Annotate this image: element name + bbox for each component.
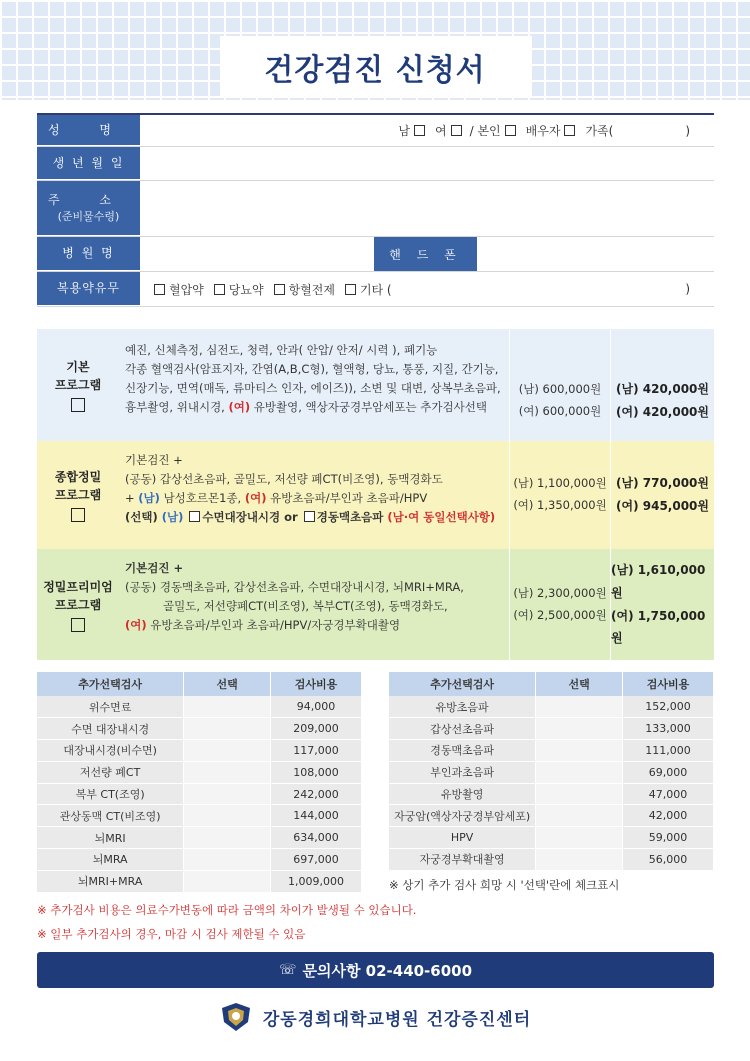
comprehensive-program-desc: 기본검진 + (공동) 갑상선초음파, 골밀도, 저선량 폐CT(비조영), 동맥경화도 + (남) 남성호르몬1종, (여) 유방초음파/부인과 초음파/HPV (선택) (남) 수면대장내시경 or 경동맥초음파 (남·여 동일선택사항)	[125, 453, 496, 524]
diabetes-med-checkbox[interactable]	[214, 284, 225, 295]
comprehensive-program-checkbox[interactable]	[71, 508, 85, 522]
select-cell[interactable]	[184, 870, 271, 892]
spouse-checkbox[interactable]	[564, 125, 575, 136]
select-cell[interactable]	[184, 827, 271, 849]
table-row	[389, 761, 714, 783]
col-select: 선택	[536, 672, 623, 696]
select-cell[interactable]	[536, 696, 623, 718]
exam-name: 자궁경부확대촬영	[389, 849, 536, 871]
basic-program-checkbox[interactable]	[71, 398, 85, 412]
hospital-row	[37, 237, 714, 272]
select-cell[interactable]	[184, 740, 271, 762]
select-cell[interactable]	[536, 783, 623, 805]
col-cost: 검사비용	[623, 672, 714, 696]
select-cell[interactable]	[184, 783, 271, 805]
cost-change-note: ※ 추가검사 비용은 의료수가변동에 따라 금액의 차이가 발생될 수 있습니다.	[37, 903, 417, 917]
female-checkbox[interactable]	[451, 125, 462, 136]
table-row	[37, 870, 362, 892]
address-label: 주 소 (준비물수령)	[37, 181, 140, 236]
exam-name: 뇌MRI	[37, 827, 184, 849]
col-exam: 추가선택검사	[37, 672, 184, 696]
exam-cost: 209,000	[271, 718, 362, 740]
exam-cost: 1,009,000	[271, 870, 362, 892]
phone-icon: ☏	[278, 962, 297, 978]
exam-name: 뇌MRI+MRA	[37, 870, 184, 892]
exam-name: 저선량 폐CT	[37, 761, 184, 783]
col-cost: 검사비용	[271, 672, 362, 696]
antithrombotic-label: 항혈전제	[288, 282, 335, 297]
name-row	[37, 115, 714, 147]
premium-program-desc: 기본검진 + (공동) 경동맥초음파, 갑상선초음파, 수면대장내시경, 뇌MRI+MRA, 골밀도, 저선량폐CT(비조영), 복부CT(조영), 동맥경화도, (여) 유방초음파/부인과 초음파/HPV/자궁경부확대촬영	[125, 561, 464, 632]
hospital-name: 강동경희대학교병원 건강증진센터	[262, 1009, 532, 1030]
col-exam: 추가선택검사	[389, 672, 536, 696]
exam-cost: 42,000	[623, 805, 714, 827]
table-row	[37, 849, 362, 871]
table-row	[389, 849, 714, 871]
spouse-label: 배우자	[525, 124, 561, 138]
select-cell[interactable]	[184, 805, 271, 827]
premium-program-row	[37, 549, 714, 660]
exam-cost: 634,000	[271, 827, 362, 849]
exam-name: HPV	[389, 827, 536, 849]
male-label: 남	[398, 124, 411, 138]
exam-cost: 94,000	[271, 696, 362, 718]
footer	[0, 1000, 750, 1034]
table-row	[37, 696, 362, 718]
comprehensive-discount: (남) 770,000원 (여) 945,000원	[610, 441, 714, 549]
address-sublabel: (준비물수령)	[57, 209, 120, 223]
exam-cost: 152,000	[623, 696, 714, 718]
program-table	[37, 329, 714, 660]
extra-exam-table-left	[37, 672, 362, 893]
select-cell[interactable]	[536, 740, 623, 762]
address-field[interactable]	[140, 181, 714, 236]
basic-program-name: 기본 프로그램	[37, 329, 119, 441]
page-title: 건강검진 신청서	[264, 53, 486, 88]
check-note: ※ 상기 추가 검사 희망 시 '선택'란에 체크표시	[389, 878, 620, 892]
phone-label: 핸 드 폰	[374, 237, 477, 271]
exam-name: 자궁암(액상자궁경부암세포)	[389, 805, 536, 827]
family-label: 가족(	[585, 124, 614, 138]
bp-med-checkbox[interactable]	[154, 284, 165, 295]
exam-cost: 69,000	[623, 761, 714, 783]
premium-program-checkbox[interactable]	[71, 618, 85, 632]
table-row	[389, 696, 714, 718]
exam-name: 갑상선초음파	[389, 718, 536, 740]
premium-discount: (남) 1,610,000원 (여) 1,750,000원	[610, 549, 714, 660]
exam-cost: 56,000	[623, 849, 714, 871]
birth-field[interactable]	[140, 147, 714, 180]
table-row	[389, 783, 714, 805]
basic-price: (남) 600,000원 (여) 600,000원	[509, 329, 610, 441]
carotid-choice-checkbox[interactable]	[304, 511, 315, 522]
medication-row	[37, 272, 714, 307]
exam-cost: 108,000	[271, 761, 362, 783]
select-cell[interactable]	[184, 696, 271, 718]
premium-program-name: 정밀프리미엄 프로그램	[37, 549, 119, 660]
exam-cost: 697,000	[271, 849, 362, 871]
hospital-emblem-icon	[219, 1000, 253, 1034]
table-row	[389, 740, 714, 762]
contact-text: 문의사항 02-440-6000	[302, 961, 473, 980]
address-row	[37, 181, 714, 237]
bp-med-label: 혈압약	[169, 282, 204, 297]
extra-exam-table-right	[389, 672, 714, 871]
basic-program-desc: 예진, 신체측정, 심전도, 청력, 안과( 안압/ 안저/ 시력 ), 폐기능 각종 혈액검사(암표지자, 간염(A,B,C형), 혈액형, 당뇨, 통풍, 지질, 간기능, 신장기능, 면역(매독, 류마티스 인자, 에이즈)), 소변 및 대변, 상복부초음파, 흉부촬영, 위내시경, (여) 유방촬영, 액상자궁경부암세포는 추가검사선택	[125, 343, 501, 414]
name-value[interactable]	[140, 115, 714, 146]
exam-name: 위수면료	[37, 696, 184, 718]
other-med-close: )	[685, 282, 690, 296]
table-row	[389, 718, 714, 740]
table-row	[37, 761, 362, 783]
table-row	[389, 827, 714, 849]
male-checkbox[interactable]	[414, 125, 425, 136]
birth-row	[37, 147, 714, 181]
exam-name: 대장내시경(비수면)	[37, 740, 184, 762]
table-row	[389, 805, 714, 827]
contact-bar	[37, 952, 714, 988]
applicant-form	[37, 113, 714, 307]
premium-price: (남) 2,300,000원 (여) 2,500,000원	[509, 549, 610, 660]
other-med-checkbox[interactable]	[345, 284, 356, 295]
table-row	[37, 740, 362, 762]
col-select: 선택	[184, 672, 271, 696]
select-cell[interactable]	[184, 761, 271, 783]
exam-cost: 117,000	[271, 740, 362, 762]
select-cell[interactable]	[184, 718, 271, 740]
table-row	[37, 827, 362, 849]
self-checkbox[interactable]	[505, 125, 516, 136]
exam-cost: 111,000	[623, 740, 714, 762]
self-label: / 본인	[469, 124, 501, 138]
exam-name: 부인과초음파	[389, 761, 536, 783]
antithrombotic-checkbox[interactable]	[274, 284, 285, 295]
hospital-field[interactable]	[140, 237, 374, 271]
exam-cost: 133,000	[623, 718, 714, 740]
name-label: 성 명	[37, 115, 140, 146]
exam-name: 뇌MRA	[37, 849, 184, 871]
select-cell[interactable]	[184, 849, 271, 871]
family-close: )	[685, 123, 690, 138]
table-row	[37, 783, 362, 805]
colonoscopy-choice-checkbox[interactable]	[189, 511, 200, 522]
select-cell[interactable]	[536, 849, 623, 871]
limit-note: ※ 일부 추가검사의 경우, 마감 시 검사 제한될 수 있음	[37, 927, 306, 941]
hospital-label: 병 원 명	[37, 237, 140, 271]
table-row	[37, 718, 362, 740]
exam-name: 복부 CT(조영)	[37, 783, 184, 805]
exam-name: 유방촬영	[389, 783, 536, 805]
select-cell[interactable]	[536, 761, 623, 783]
exam-name: 경동맥초음파	[389, 740, 536, 762]
other-med-label: 기타 (	[359, 282, 392, 297]
birth-label: 생 년 월 일	[37, 147, 140, 180]
exam-name: 수면 대장내시경	[37, 718, 184, 740]
select-cell[interactable]	[536, 827, 623, 849]
exam-cost: 47,000	[623, 783, 714, 805]
comprehensive-program-row	[37, 441, 714, 549]
medication-options	[140, 272, 714, 306]
comprehensive-price: (남) 1,100,000원 (여) 1,350,000원	[509, 441, 610, 549]
medication-label: 복용약유무	[37, 272, 140, 306]
comprehensive-program-name: 종합정밀 프로그램	[37, 441, 119, 549]
exam-cost: 59,000	[623, 827, 714, 849]
exam-name: 유방초음파	[389, 696, 536, 718]
phone-field[interactable]	[477, 237, 714, 271]
diabetes-med-label: 당뇨약	[228, 282, 264, 297]
basic-discount: (남) 420,000원 (여) 420,000원	[610, 329, 714, 441]
table-row	[37, 805, 362, 827]
basic-program-row	[37, 329, 714, 441]
exam-name: 관상동맥 CT(비조영)	[37, 805, 184, 827]
female-label: 여	[435, 124, 447, 138]
select-cell[interactable]	[536, 805, 623, 827]
exam-cost: 242,000	[271, 783, 362, 805]
exam-cost: 144,000	[271, 805, 362, 827]
select-cell[interactable]	[536, 718, 623, 740]
